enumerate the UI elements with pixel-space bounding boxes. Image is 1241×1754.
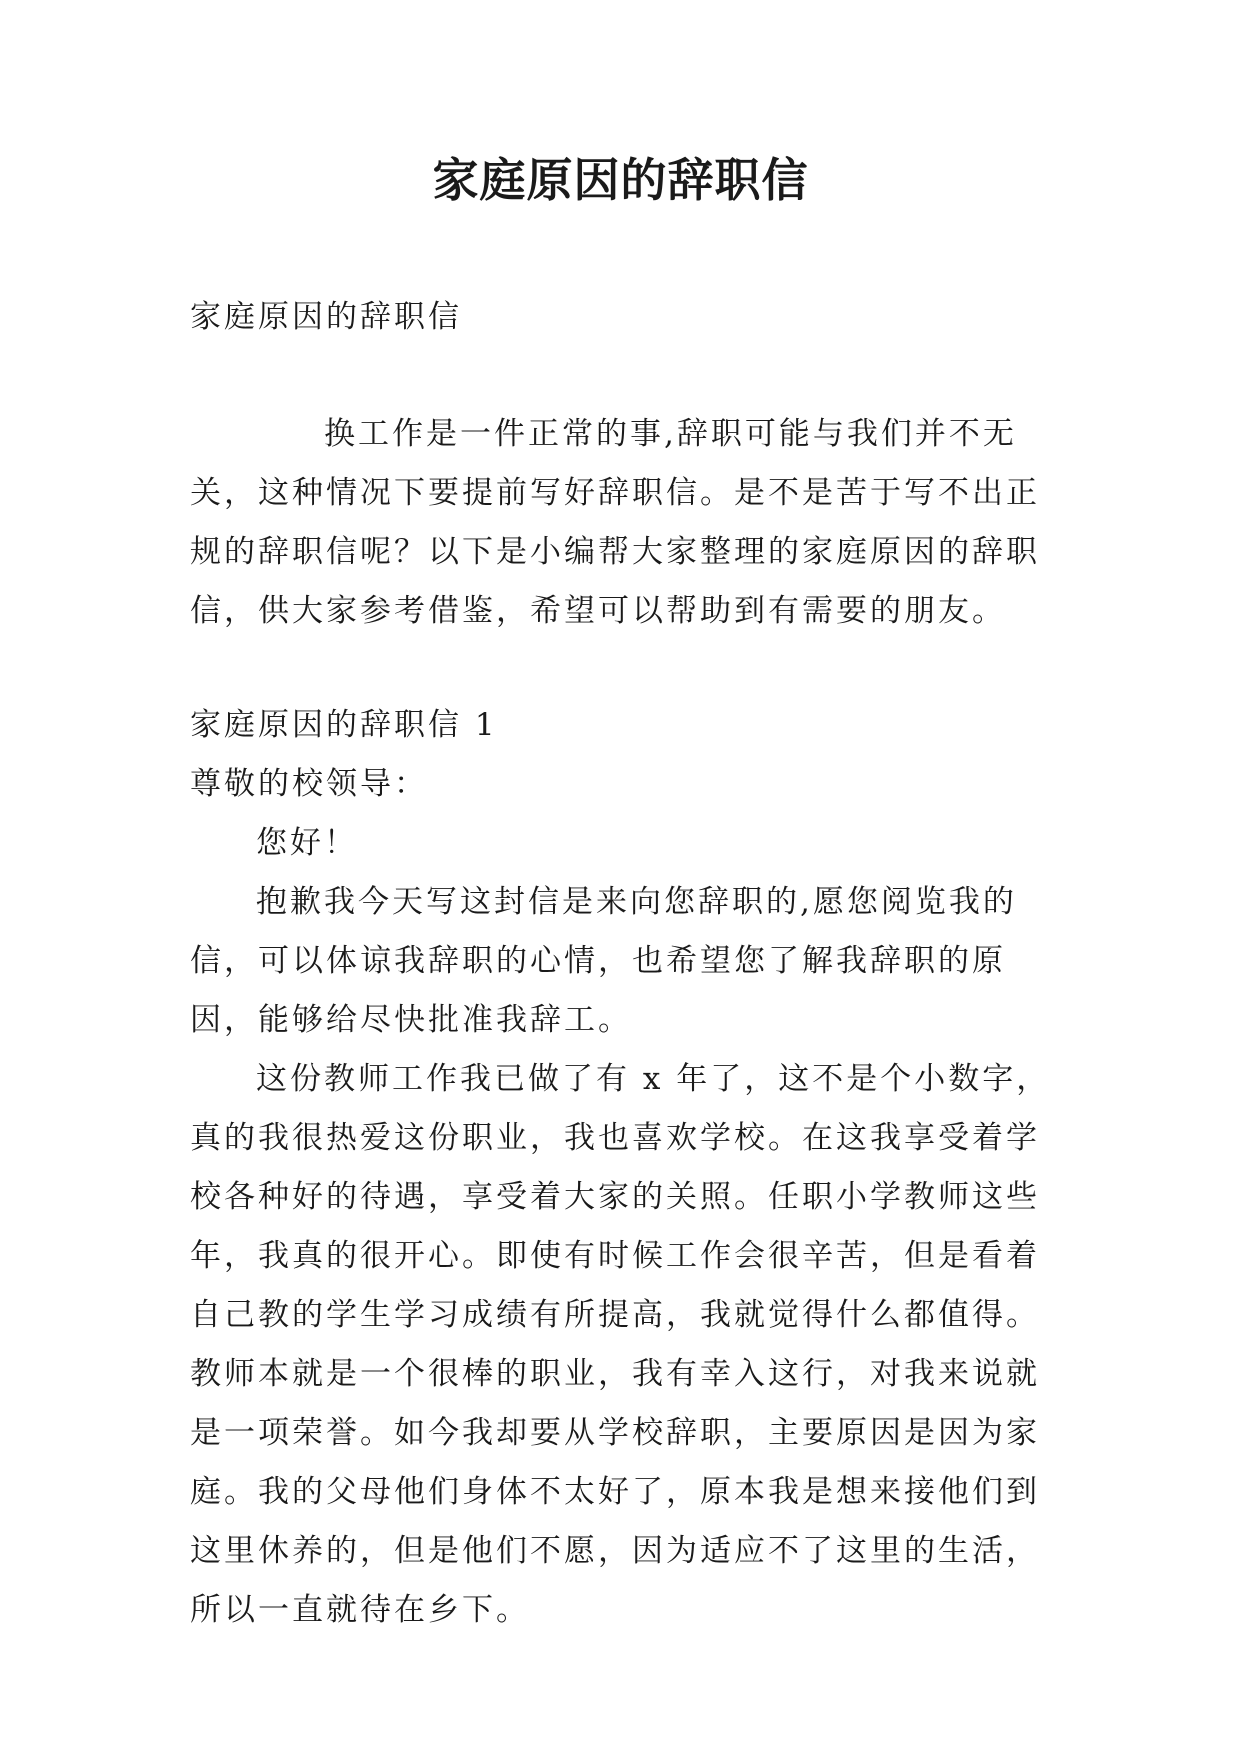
intro-paragraph: 换工作是一件正常的事,辞职可能与我们并不无关，这种情况下要提前写好辞职信。是不是苦于写不出正规的辞职信呢？以下是小编帮大家整理的家庭原因的辞职信，供大家参考借鉴，希望可以帮助到有需要的朋友。 [190,416,1040,629]
letter-greeting: 您好！ [256,825,358,861]
letter-paragraph-1: 抱歉我今天写这封信是来向您辞职的,愿您阅览我的信，可以体谅我辞职的心情，也希望您了解我辞职的原因，能够给尽快批准我辞工。 [190,884,1017,1038]
document-subtitle: 家庭原因的辞职信 [190,299,462,335]
letter-salutation: 尊敬的校领导： [190,766,428,802]
letter-section [190,696,1060,1640]
letter-paragraph-2: 这份教师工作我已做了有 x 年了，这不是个小数字，真的我很热爱这份职业，我也喜欢学校。在这我享受着学校各种好的待遇，享受着大家的关照。任职小学教师这些年，我真的很开心。即使有时候工作会很辛苦，但是看着自己教的学生学习成绩有所提高，我就觉得什么都值得。教师本就是一个很棒的职业，我有幸入这行，对我来说就是一项荣誉。如今我却要从学校辞职，主要原因是因为家庭。我的父母他们身体不太好了，原本我是想来接他们到这里休养的，但是他们不愿，因为适应不了这里的生活，所以一直就待在乡下。 [190,1061,1051,1628]
document-title: 家庭原因的辞职信 [432,153,809,207]
letter-heading: 家庭原因的辞职信 1 [190,707,498,743]
